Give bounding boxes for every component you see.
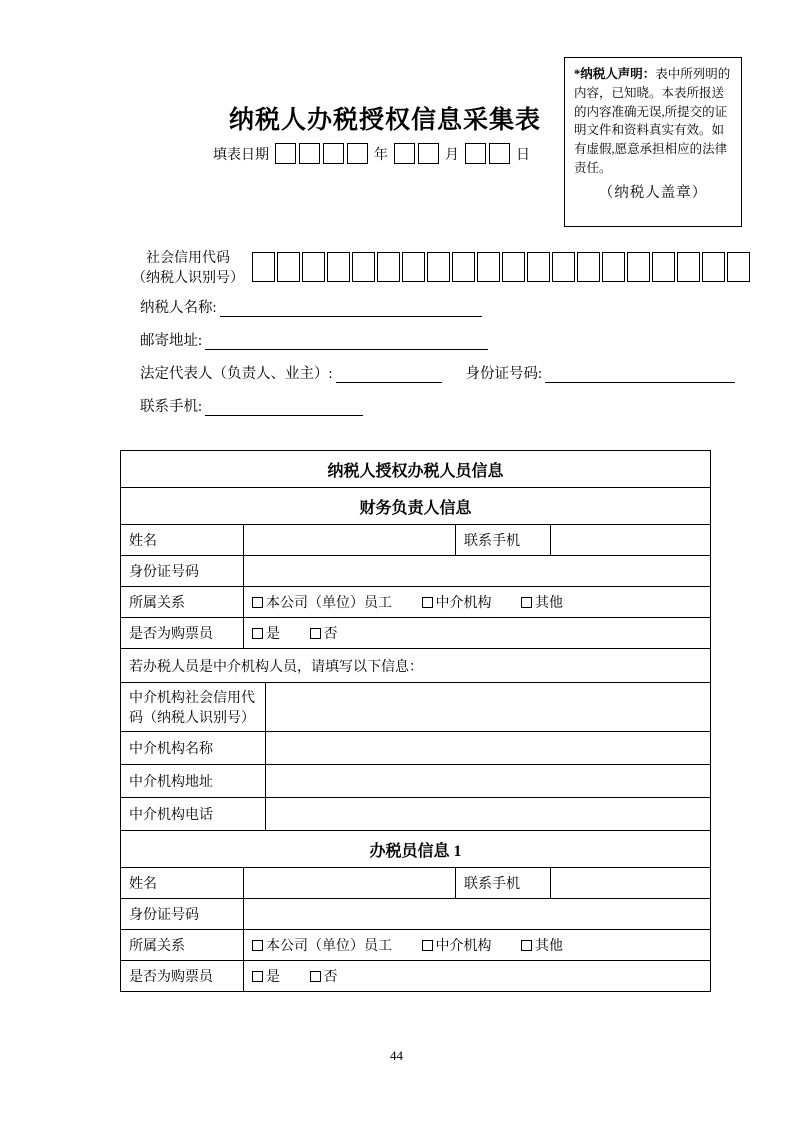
checkbox-icon[interactable] — [422, 940, 433, 951]
mail-address-field[interactable] — [205, 332, 488, 350]
year-label: 年 — [374, 147, 388, 163]
fill-box[interactable] — [252, 252, 275, 282]
fill-box[interactable] — [702, 252, 725, 282]
finance-relation-options — [244, 587, 711, 618]
taxpayer-name-label: 纳税人名称: — [140, 300, 217, 316]
fill-box[interactable] — [327, 252, 350, 282]
ticket-option-no[interactable] — [310, 627, 338, 642]
fill-box[interactable] — [377, 252, 400, 282]
clerk-id-label: 身份证号码 — [121, 899, 244, 930]
month-boxes — [394, 143, 439, 164]
contact-phone-label: 联系手机: — [140, 399, 203, 415]
relation-option-agency[interactable] — [422, 939, 492, 954]
agency-phone-label: 中介机构电话 — [121, 798, 266, 831]
checkbox-icon[interactable] — [521, 940, 532, 951]
finance-officer-section-header: 财务负责人信息 — [121, 488, 711, 525]
clerk-id-field[interactable] — [244, 899, 711, 930]
id-number-field[interactable] — [545, 365, 735, 383]
agency-code-label-line1: 中介机构社会信用代 — [129, 691, 255, 706]
table-title: 纳税人授权办税人员信息 — [121, 451, 711, 488]
checkbox-icon[interactable] — [422, 597, 433, 608]
option-label: 中介机构 — [435, 596, 492, 611]
fill-box[interactable] — [502, 252, 525, 282]
fill-box[interactable] — [477, 252, 500, 282]
option-label: 本公司（单位）员工 — [266, 596, 392, 611]
checkbox-icon[interactable] — [521, 597, 532, 608]
ticket-option-yes[interactable] — [252, 970, 280, 985]
finance-ticket-buyer-label: 是否为购票员 — [121, 618, 244, 649]
option-label: 其他 — [535, 596, 563, 611]
relation-option-other[interactable] — [521, 596, 563, 611]
fill-date-row — [213, 143, 530, 164]
contact-phone-field[interactable] — [205, 398, 363, 416]
agency-name-field[interactable] — [266, 732, 711, 765]
finance-phone-label: 联系手机 — [456, 525, 551, 556]
declaration-body: 表中所列明的内容，已知晓。本表所报送的内容准确无误,所提交的证明文件和资料真实有效。如有虚假,愿意承担相应的法律责任。 — [574, 67, 731, 175]
id-number-label: 身份证号码: — [465, 366, 543, 382]
credit-code-label-line2: （纳税人识别号） — [132, 271, 244, 287]
agency-address-field[interactable] — [266, 765, 711, 798]
credit-code-label-line1: 社会信用代码 — [146, 251, 230, 266]
checkbox-icon[interactable] — [310, 971, 321, 982]
fill-date-label: 填表日期 — [213, 147, 269, 163]
agency-address-label: 中介机构地址 — [121, 765, 266, 798]
clerk-name-label: 姓名 — [121, 868, 244, 899]
authorized-personnel-table — [120, 450, 711, 992]
clerk-phone-field[interactable] — [551, 868, 711, 899]
mail-address-row — [140, 329, 488, 350]
taxpayer-seal-label: （纳税人盖章） — [598, 184, 708, 201]
option-label: 本公司（单位）员工 — [266, 939, 392, 954]
fill-box[interactable] — [394, 143, 415, 164]
clerk-relation-options — [244, 930, 711, 961]
fill-box[interactable] — [347, 143, 368, 164]
fill-box[interactable] — [602, 252, 625, 282]
option-label: 是 — [266, 627, 280, 642]
relation-option-employee[interactable] — [252, 939, 392, 954]
checkbox-icon[interactable] — [252, 940, 263, 951]
credit-code-boxes — [252, 252, 750, 282]
year-boxes — [275, 143, 368, 164]
declaration-lead: *纳税人声明： — [574, 67, 656, 81]
fill-box[interactable] — [727, 252, 750, 282]
taxpayer-declaration-box — [564, 57, 742, 227]
agency-code-label-line2: 码（纳税人识别号） — [129, 711, 255, 726]
finance-id-field[interactable] — [244, 556, 711, 587]
fill-box[interactable] — [627, 252, 650, 282]
fill-box[interactable] — [277, 252, 300, 282]
form-title: 纳税人办税授权信息采集表 — [228, 107, 541, 134]
taxpayer-name-field[interactable] — [220, 299, 482, 317]
ticket-option-yes[interactable] — [252, 627, 280, 642]
legal-representative-field[interactable] — [336, 365, 442, 383]
day-label: 日 — [516, 147, 530, 163]
fill-box[interactable] — [427, 252, 450, 282]
legal-representative-row — [140, 362, 735, 383]
finance-name-field[interactable] — [244, 525, 456, 556]
relation-option-employee[interactable] — [252, 596, 392, 611]
contact-phone-row — [140, 395, 363, 416]
clerk-phone-label: 联系手机 — [456, 868, 551, 899]
fill-box[interactable] — [527, 252, 550, 282]
agency-name-label: 中介机构名称 — [121, 732, 266, 765]
checkbox-icon[interactable] — [252, 628, 263, 639]
option-label: 否 — [323, 627, 338, 642]
finance-phone-field[interactable] — [551, 525, 711, 556]
checkbox-icon[interactable] — [252, 597, 263, 608]
option-label: 其他 — [535, 939, 563, 954]
mail-address-label: 邮寄地址: — [140, 333, 203, 349]
finance-ticket-buyer-options — [244, 618, 711, 649]
fill-box[interactable] — [552, 252, 575, 282]
fill-box[interactable] — [652, 252, 675, 282]
clerk-relation-label: 所属关系 — [121, 930, 244, 961]
fill-box[interactable] — [275, 143, 296, 164]
fill-box[interactable] — [402, 252, 425, 282]
finance-id-label: 身份证号码 — [121, 556, 244, 587]
clerk-name-field[interactable] — [244, 868, 456, 899]
agency-code-label — [121, 683, 266, 732]
finance-name-label: 姓名 — [121, 525, 244, 556]
credit-code-label — [128, 249, 248, 290]
fill-box[interactable] — [577, 252, 600, 282]
fill-box[interactable] — [323, 143, 344, 164]
taxpayer-name-row — [140, 296, 482, 317]
option-label: 是 — [266, 970, 280, 985]
fill-box[interactable] — [299, 143, 320, 164]
finance-relation-label: 所属关系 — [121, 587, 244, 618]
fill-box[interactable] — [465, 143, 486, 164]
fill-box[interactable] — [677, 252, 700, 282]
fill-box[interactable] — [302, 252, 325, 282]
checkbox-icon[interactable] — [252, 971, 263, 982]
tax-clerk-section-header: 办税员信息 1 — [121, 831, 711, 868]
fill-box[interactable] — [452, 252, 475, 282]
clerk-ticket-buyer-options — [244, 961, 711, 992]
clerk-ticket-buyer-label: 是否为购票员 — [121, 961, 244, 992]
ticket-option-no[interactable] — [310, 970, 338, 985]
option-label: 中介机构 — [435, 939, 492, 954]
legal-representative-label: 法定代表人（负责人、业主）: — [140, 366, 333, 382]
agency-phone-field[interactable] — [266, 798, 711, 831]
fill-box[interactable] — [418, 143, 439, 164]
month-label: 月 — [445, 147, 459, 163]
page-number: 44 — [390, 1048, 403, 1063]
fill-box[interactable] — [352, 252, 375, 282]
option-label: 否 — [323, 970, 338, 985]
agency-code-field[interactable] — [266, 683, 711, 732]
checkbox-icon[interactable] — [310, 628, 321, 639]
relation-option-agency[interactable] — [422, 596, 492, 611]
agency-note: 若办税人员是中介机构人员，请填写以下信息： — [121, 649, 711, 683]
day-boxes — [465, 143, 510, 164]
fill-box[interactable] — [489, 143, 510, 164]
relation-option-other[interactable] — [521, 939, 563, 954]
